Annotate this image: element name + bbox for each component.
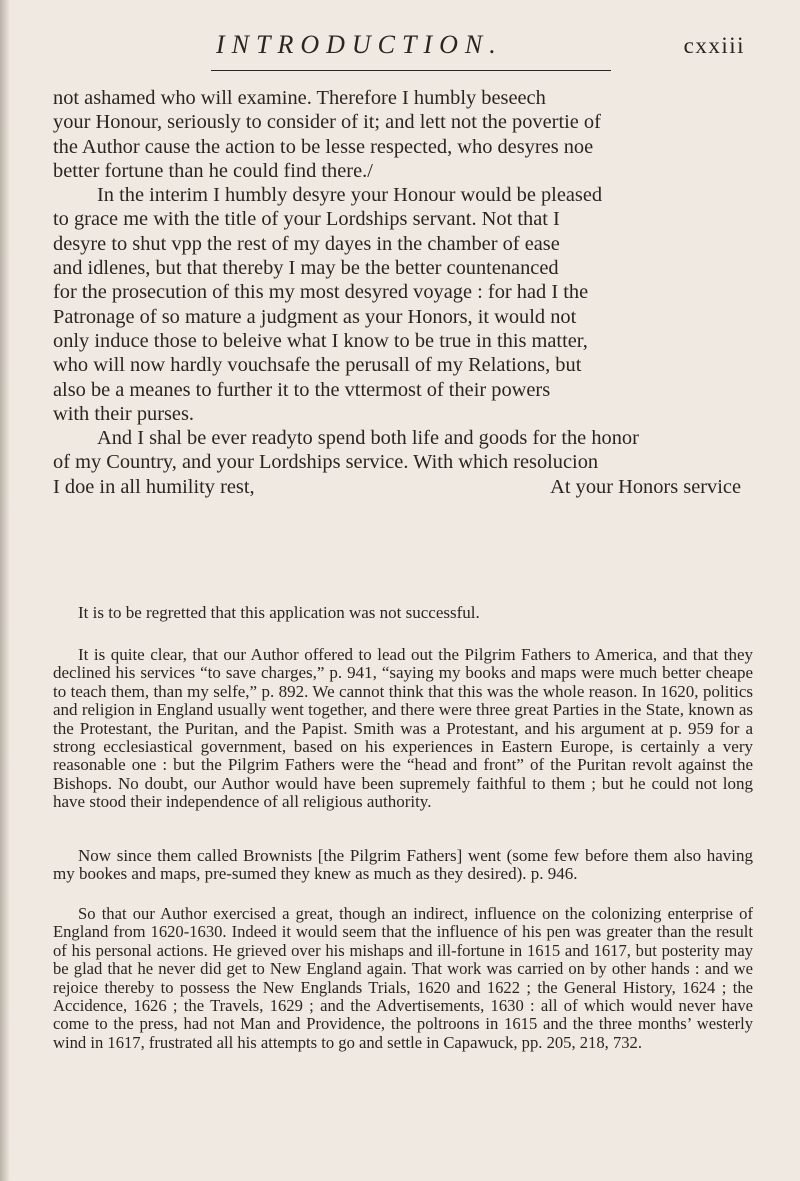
letter-line: for the prosecution of this my most desyred voyage : for had I the [53, 281, 589, 304]
page-number: cxxiii [683, 33, 745, 58]
running-header [216, 30, 745, 64]
letter-line: with their purses. [53, 402, 195, 425]
letter-line: In the interim I humbly desyre your Honour would be pleased [97, 184, 603, 207]
closing-right: At your Honors service [550, 475, 741, 498]
letter-line: also be a meanes to further it to the vttermost of their powers [53, 378, 551, 401]
letter-body [53, 86, 751, 499]
note-paragraph: It is to be regretted that this application was not successful. [78, 603, 480, 622]
editor-note-4 [53, 905, 753, 1052]
editor-note-2 [53, 646, 753, 812]
letter-line: your Honour, seriously to consider of it; and lett not the povertie of [53, 111, 601, 134]
letter-line: of my Country, and your Lordships service. With which resolucion [53, 451, 599, 474]
note-paragraph: It is quite clear, that our Author offered to lead out the Pilgrim Fathers to America, and that they declined his services “to save charges,” p. 941, “saying my books and maps were much better cheape to teach them, than my selfe,” p. 892. We cannot think that this was the whole reason. In 1620, politics and religion in England usually went together, and there were three great Parties in the State, known as the Protestant, the Puritan, and the Papist. Smith was a Protestant, and his argument at p. 959 for a strong ecclesiastical government, based on his experiences in Eastern Europe, is certainly a very reasonable one : but the Pilgrim Fathers were the “head and front” of the Puritan revolt against the Bishops. No doubt, our Author would have been supremely faithful to them ; but he could not long have stood their independence of all religious authority. [53, 645, 753, 812]
editor-note-1 [53, 604, 753, 622]
header-rule [211, 70, 611, 71]
letter-line: to grace me with the title of your Lordships servant. Not that I [53, 208, 560, 231]
letter-line: And I shal be ever readyto spend both life and goods for the honor [97, 427, 639, 450]
letter-line: better fortune than he could find there./ [53, 159, 373, 182]
letter-line: Patronage of so mature a judgment as your Honors, it would not [53, 305, 577, 328]
note-paragraph: Now since them called Brownists [the Pilgrim Fathers] went (some few before them also having my bookes and maps, pre-sumed they knew as much as they desired). p. 946. [53, 846, 753, 884]
letter-line: who will now hardly vouchsafe the perusall of my Relations, but [53, 354, 582, 377]
letter-closing [53, 475, 751, 499]
editor-note-3 [53, 847, 753, 884]
page-edge-shadow [0, 0, 10, 1181]
letter-line: and idlenes, but that thereby I may be the better countenanced [53, 257, 559, 280]
letter-line: desyre to shut vpp the rest of my dayes in the chamber of ease [53, 232, 560, 255]
letter-line: not ashamed who will examine. Therefore I humbly beseech [53, 87, 546, 109]
note-paragraph: So that our Author exercised a great, though an indirect, influence on the colonizing enterprise of England from 1620-1630. Indeed it would seem that the influence of his pen was greater than the result of his personal actions. He grieved over his mishaps and ill-fortune in 1615 and 1617, but posterity may be glad that he never did get to New England again. That work was carried on by other hands : and we rejoice thereby to possess the New Englands Trials, 1620 and 1622 ; the General History, 1624 ; the Accidence, 1626 ; the Travels, 1629 ; and the Advertisements, 1630 : all of which would never have come to the press, had not Man and Providence, the poltroons in 1615 and the three months’ westerly wind in 1617, frustrated all his attempts to go and settle in Capawuck, pp. 205, 218, 732. [53, 904, 753, 1052]
letter-line: only induce those to beleive what I know to be true in this matter, [53, 329, 588, 352]
closing-left: I doe in all humility rest, [53, 475, 255, 498]
running-title: INTRODUCTION. [216, 30, 503, 59]
letter-line: the Author cause the action to be lesse respected, who desyres noe [53, 135, 594, 158]
